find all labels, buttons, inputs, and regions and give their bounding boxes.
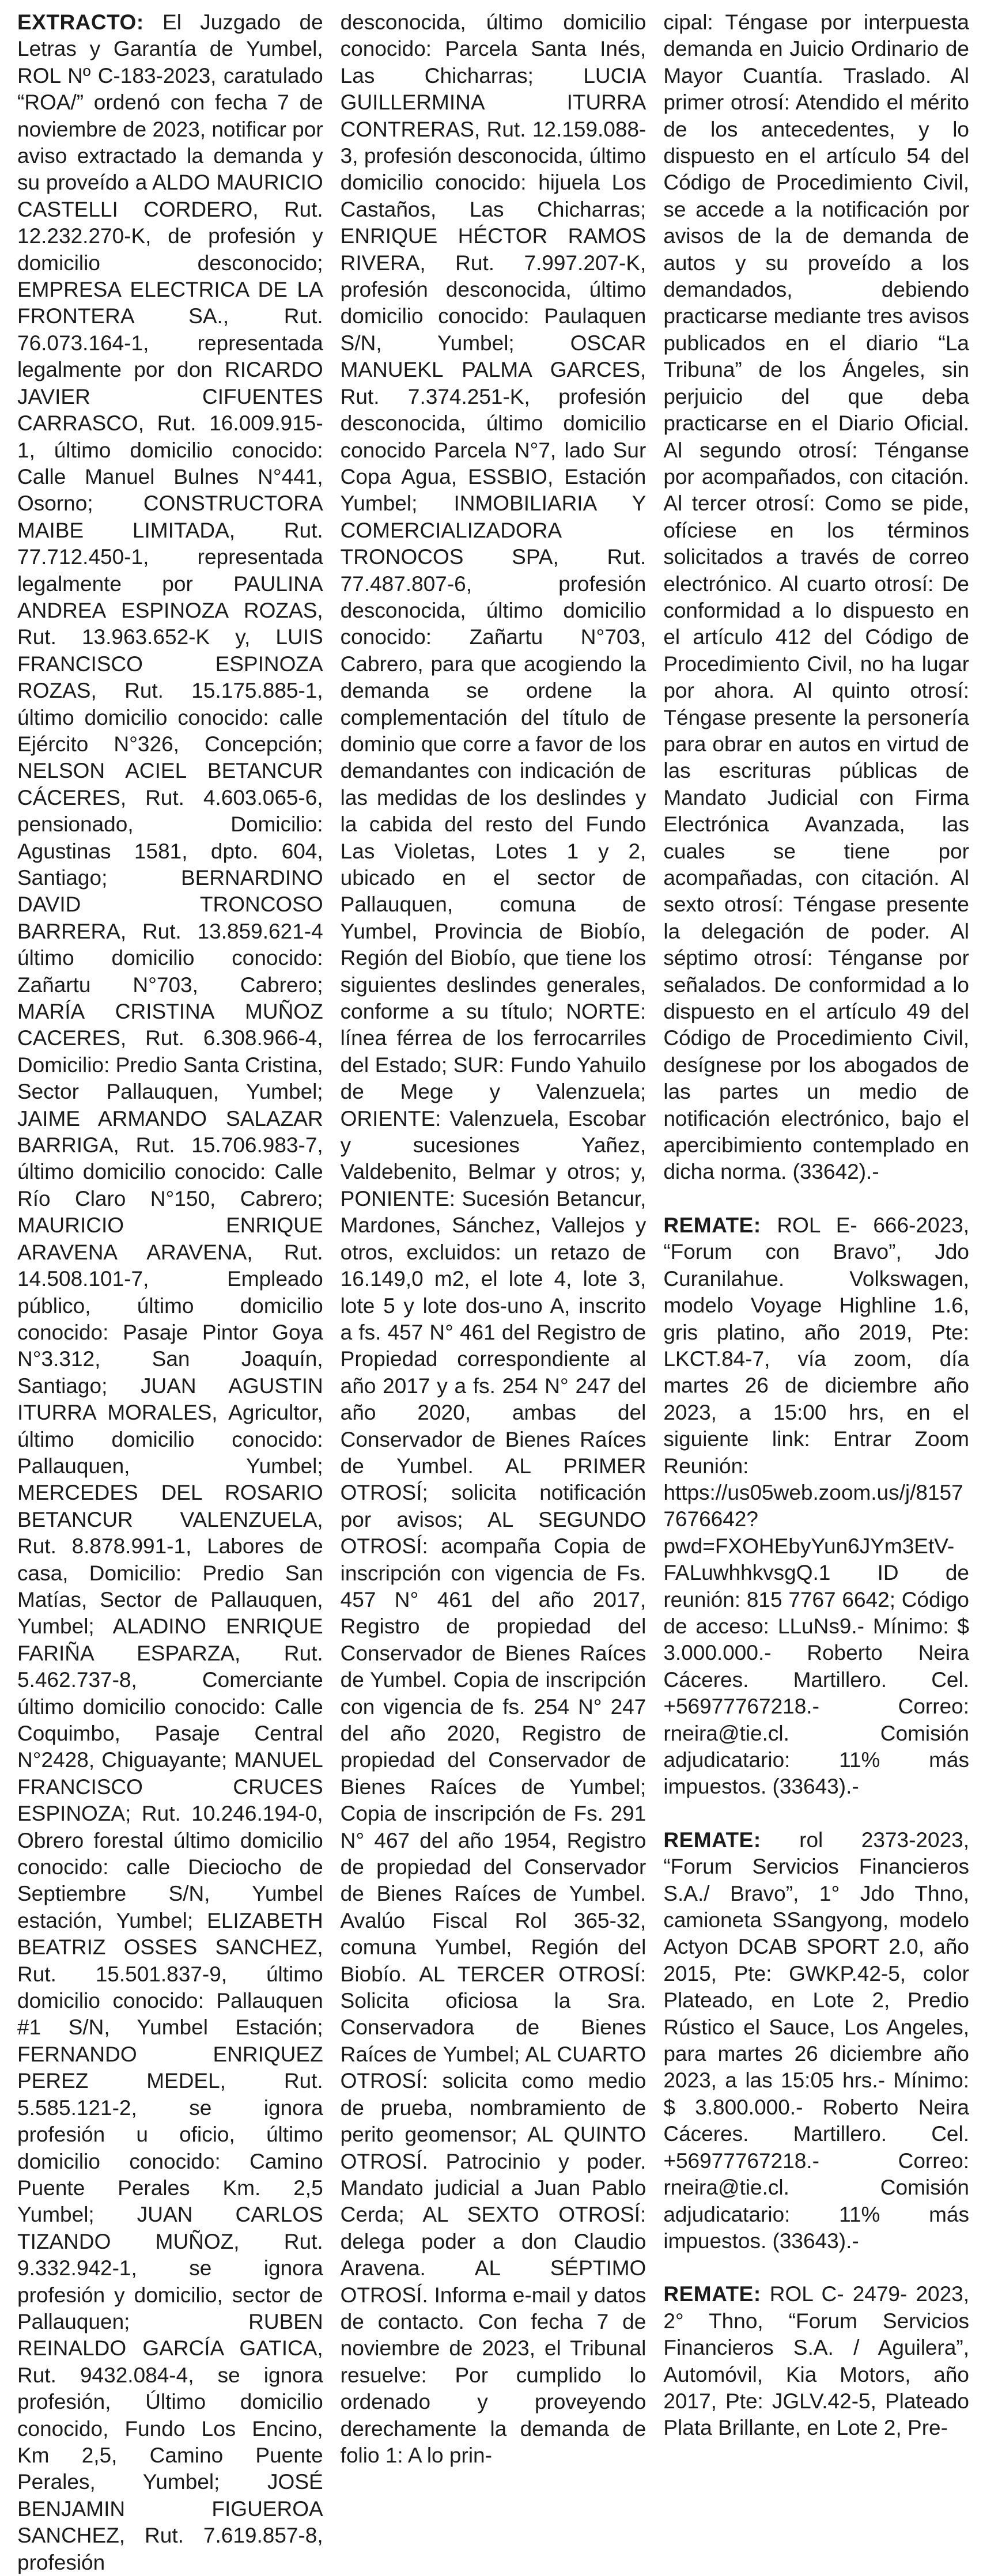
notice-extracto-end xyxy=(663,9,969,1186)
notice-body: ROL C- 2479- 2023, 2° Thno, “Forum Servicios Financieros S.A. / Aguilera”, Automóvil, Kia Motors, año 2017, Pte: JGLV.42-5, Plateado Plata Brillante, en Lote 2, Pre- xyxy=(663,2282,970,2440)
notice-lead: REMATE: xyxy=(663,1213,761,1237)
notice-lead: EXTRACTO: xyxy=(17,10,144,34)
notice-extracto xyxy=(17,9,323,2576)
column-1 xyxy=(17,9,323,2574)
notice-extracto-continued xyxy=(341,9,646,2469)
notice-body: rol 2373-2023, “Forum Servicios Financieros S.A./ Bravo”, 1° Jdo Thno, camioneta SSangyong, modelo Actyon DCAB SPORT 2.0, año 2015, Pte: GWKP.42-5, color Plateado, en Lote 2, Predio Rústico el Sauce, Los Angeles, para martes 26 diciembre año 2023, a las 15:05 hrs.- Mínimo: $ 3.800.000.- Roberto Neira Cáceres. Martillero. Cel. +56977767218.- Correo: rneira@tie.cl. Comisión adjudicatario: 11% más impuestos. (33643).- xyxy=(663,1828,970,2253)
notice-body: desconocida, último domicilio conocido: Parcela Santa Inés, Las Chicharras; LUCIA GUILLERMINA ITURRA CONTRERAS, Rut. 12.159.088-3, profesión desconocida, último domicilio conocido: hijuela Los Castaños, Las Chicharras; ENRIQUE HÉCTOR RAMOS RIVERA, Rut. 7.997.207-K, profesión desconocida, último domicilio conocido: Paulaquen S/N, Yumbel; OSCAR MANUEKL PALMA GARCES, Rut. 7.374.251-K, profesión desconocida, último domicilio conocido Parcela N°7, lado Sur Copa Agua, ESSBIO, Estación Yumbel; INMOBILIARIA Y COMERCIALIZADORA TRONOCOS SPA, Rut. 77.487.807-6, profesión desconocida, último domicilio conocido: Zañartu N°703, Cabrero, para que acogiendo la demanda se ordene la complementación del título de dominio que corre a favor de los demandantes con indicación de las medidas de los deslindes y la cabida del resto del Fundo Las Violetas, Lotes 1 y 2, ubicado en el sector de Pallauquen, comuna de Yumbel, Provincia de Biobío, Región del Biobío, que tiene los siguientes deslindes generales, conforme a su título; NORTE: línea férrea de los ferrocarriles del Estado; SUR: Fundo Yahuilo de Mege y Valenzuela; ORIENTE: Valenzuela, Escobar y sucesiones Yañez, Valdebenito, Belmar y otros; y, PONIENTE: Sucesión Betancur, Mardones, Sánchez, Vallejos y otros, excluidos: un retazo de 16.149,0 m2, el lote 4, lote 3, lote 5 y lote dos-uno A, inscrito a fs. 457 N° 461 del Registro de Propiedad correspondiente al año 2017 y a fs. 254 N° 247 del año 2020, ambas del Conservador de Bienes Raíces de Yumbel. AL PRIMER OTROSÍ; solicita notificación por avisos; AL SEGUNDO OTROSÍ: acompaña Copia de inscripción con vigencia de Fs. 457 N° 461 del año 2017, Registro de propiedad del Conservador de Bienes Raíces de Yumbel. Copia de inscripción con vigencia de fs. 254 N° 247 del año 2020, Registro de propiedad del Conservador de Bienes Raíces de Yumbel; Copia de inscripción de Fs. 291 N° 467 del año 1954, Registro de propiedad del Conservador de Bienes Raíces de Yumbel. Avalúo Fiscal Rol 365-32, comuna Yumbel, Región del Biobío. AL TERCER OTROSÍ: Solicita oficiosa la Sra. Conservadora de Bienes Raíces de Yumbel; AL CUARTO OTROSÍ: solicita como medio de prueba, nombramiento de perito geomensor; AL QUINTO OTROSÍ. Patrocinio y poder. Mandato judicial a Juan Pablo Cerda; AL SEXTO OTROSÍ: delega poder a don Claudio Aravena. AL SÉPTIMO OTROSÍ. Informa e-mail y datos de contacto. Con fecha 7 de noviembre de 2023, el Tribunal resuelve: Por cumplido lo ordenado y proveyendo derechamente la demanda de folio 1: A lo prin- xyxy=(340,10,646,2467)
column-2 xyxy=(340,9,646,2467)
notice-lead: REMATE: xyxy=(663,2282,761,2306)
notice-remate-1 xyxy=(663,1212,969,1800)
notice-body: cipal: Téngase por interpuesta demanda en Juicio Ordinario de Mayor Cuantía. Traslado. Al primer otrosí: Atendido el mérito de los antecedentes, y lo dispuesto en el artículo 54 del Código de Procedimiento Civil, se accede a la notificación por avisos de la de demanda de autos y su proveído a los demandados, debiendo practicarse mediante tres avisos publicados en el diario “La Tribuna” de los Ángeles, sin perjuicio del que deba practicarse en el Diario Oficial. Al segundo otrosí: Ténganse por acompañados, con citación. Al tercer otrosí: Como se pide, ofíciese en los términos solicitados a través de correo electrónico. Al cuarto otrosí: De conformidad a lo dispuesto en el artículo 412 del Código de Procedimiento Civil, no ha lugar por ahora. Al quinto otrosí: Téngase presente la personería para obrar en autos en virtud de las escrituras públicas de Mandato Judicial con Firma Electrónica Avanzada, las cuales se tiene por acompañadas, con citación. Al sexto otrosí: Téngase presente la delegación de poder. Al séptimo otrosí: Ténganse por señalados. De conformidad a lo dispuesto en el artículo 49 del Código de Procedimiento Civil, desígnese por los abogados de las partes un medio de notificación electrónico, bajo el apercibimiento contemplado en dicha norma. (33642).- xyxy=(663,10,970,1184)
notice-lead: REMATE: xyxy=(663,1828,761,1852)
notice-body: ROL E- 666-2023, “Forum con Bravo”, Jdo Curanilahue. Volkswagen, modelo Voyage Highline 1.6, gris platino, año 2019, Pte: LKCT.84-7, vía zoom, día martes 26 de diciembre año 2023, a 15:00 hrs, en el siguiente link: Entrar Zoom Reunión: https://us05web.zoom.us/j/81577676642?pwd=FXOHEbyYun6JYm3EtV-FALuwhhkvsgQ.1 ID de reunión: 815 7767 6642; Código de acceso: LLuNs9.- Mínimo: $ 3.000.000.- Roberto Neira Cáceres. Martillero. Cel. +56977767218.- Correo: rneira@tie.cl. Comisión adjudicatario: 11% más impuestos. (33643).- xyxy=(663,1213,970,1799)
notice-body: El Juzgado de Letras y Garantía de Yumbel, ROL Nº C-183-2023, caratulado “ROA/” ordenó con fecha 7 de noviembre de 2023, notificar por aviso extractado la demanda y su proveído a ALDO MAURICIO CASTELLI CORDERO, Rut. 12.232.270-K, de profesión y domicilio desconocido; EMPRESA ELECTRICA DE LA FRONTERA SA., Rut. 76.073.164-1, representada legalmente por don RICARDO JAVIER CIFUENTES CARRASCO, Rut. 16.009.915-1, último domicilio conocido: Calle Manuel Bulnes N°441, Osorno; CONSTRUCTORA MAIBE LIMITADA, Rut. 77.712.450-1, representada legalmente por PAULINA ANDREA ESPINOZA ROZAS, Rut. 13.963.652-K y, LUIS FRANCISCO ESPINOZA ROZAS, Rut. 15.175.885-1, último domicilio conocido: calle Ejército N°326, Concepción; NELSON ACIEL BETANCUR CÁCERES, Rut. 4.603.065-6, pensionado, Domicilio: Agustinas 1581, dpto. 604, Santiago; BERNARDINO DAVID TRONCOSO BARRERA, Rut. 13.859.621-4 último domicilio conocido: Zañartu N°703, Cabrero; MARÍA CRISTINA MUÑOZ CACERES, Rut. 6.308.966-4, Domicilio: Predio Santa Cristina, Sector Pallauquen, Yumbel; JAIME ARMANDO SALAZAR BARRIGA, Rut. 15.706.983-7, último domicilio conocido: Calle Río Claro N°150, Cabrero; MAURICIO ENRIQUE ARAVENA ARAVENA, Rut. 14.508.101-7, Empleado público, último domicilio conocido: Pasaje Pintor Goya N°3.312, San Joaquín, Santiago; JUAN AGUSTIN ITURRA MORALES, Agricultor, último domicilio conocido: Pallauquen, Yumbel; MERCEDES DEL ROSARIO BETANCUR VALENZUELA, Rut. 8.878.991-1, Labores de casa, Domicilio: Predio San Matías, Sector de Pallauquen, Yumbel; ALADINO ENRIQUE FARIÑA ESPARZA, Rut. 5.462.737-8, Comerciante último domicilio conocido: Calle Coquimbo, Pasaje Central N°2428, Chiguayante; MANUEL FRANCISCO CRUCES ESPINOZA; Rut. 10.246.194-0, Obrero forestal último domicilio conocido: calle Dieciocho de Septiembre S/N, Yumbel estación, Yumbel; ELIZABETH BEATRIZ OSSES SANCHEZ, Rut. 15.501.837-9, último domicilio conocido: Pallauquen #1 S/N, Yumbel Estación; FERNANDO ENRIQUEZ PEREZ MEDEL, Rut. 5.585.121-2, se ignora profesión u oficio, último domicilio conocido: Camino Puente Perales Km. 2,5 Yumbel; JUAN CARLOS TIZANDO MUÑOZ, Rut. 9.332.942-1, se ignora profesión y domicilio, sector de Pallauquen; RUBEN REINALDO GARCÍA GATICA, Rut. 9432.084-4, se ignora profesión, Último domicilio conocido, Fundo Los Encino, Km 2,5, Camino Puente Perales, Yumbel; JOSÉ BENJAMIN FIGUEROA SANCHEZ, Rut. 7.619.857-8, profesión xyxy=(17,10,323,2574)
column-3 xyxy=(663,9,970,2440)
notice-remate-3 xyxy=(663,2281,969,2441)
notice-remate-2 xyxy=(663,1827,969,2255)
